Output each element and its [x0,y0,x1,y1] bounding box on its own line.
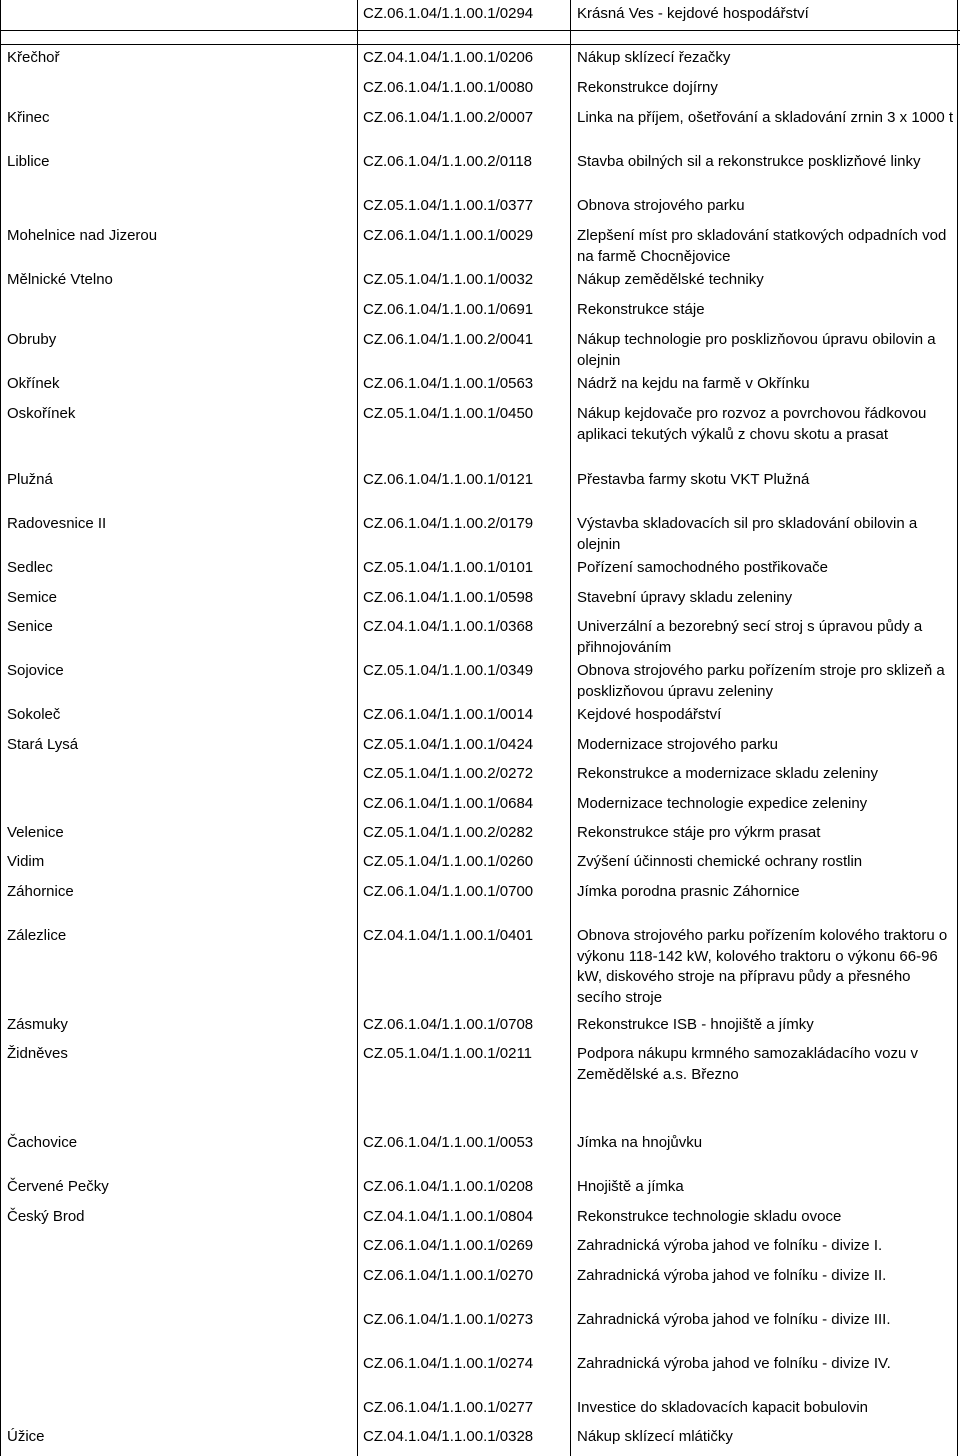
project-code-cell: CZ.06.1.04/1.1.00.1/0294 [363,5,534,22]
project-name-cell: Stavba obilných sil a rekonstrukce posklizňové linky [577,153,921,170]
place-cell: Židněves [7,1045,68,1062]
place-cell: Plužná [7,471,53,488]
project-code-cell: CZ.04.1.04/1.1.00.1/0328 [363,1428,534,1445]
project-name-cell: Obnova strojového parku [577,197,745,214]
project-code-cell: CZ.04.1.04/1.1.00.1/0401 [363,927,534,944]
project-name-cell: Rekonstrukce technologie skladu ovoce [577,1208,842,1225]
project-code-cell: CZ.05.1.04/1.1.00.1/0260 [363,853,534,870]
project-code-cell: CZ.06.1.04/1.1.00.1/0014 [363,706,534,723]
project-name-cell: Zahradnická výroba jahod ve folníku - divize III. [577,1311,891,1328]
project-code-cell: CZ.06.1.04/1.1.00.1/0598 [363,589,534,606]
project-code-cell: CZ.06.1.04/1.1.00.1/0691 [363,301,534,318]
project-name-cell: Obnova strojového parku pořízením stroje pro sklizeň a posklizňovou úpravu zeleniny [577,662,945,700]
project-name-cell: Kejdové hospodářství [577,706,722,723]
place-cell: Křečhoř [7,49,60,66]
place-cell: Senice [7,618,53,635]
project-code-cell: CZ.06.1.04/1.1.00.1/0273 [363,1311,534,1328]
place-cell: Radovesnice II [7,515,107,532]
place-cell: Zálezlice [7,927,67,944]
place-cell: Sojovice [7,662,64,679]
project-name-cell: Modernizace technologie expedice zeleniny [577,795,868,812]
project-name-cell: Nákup kejdovače pro rozvoz a povrchovou řádkovou aplikaci tekutých výkalů z chovu skotu a prasat [577,405,927,443]
project-name-cell: Rekonstrukce dojírny [577,79,718,96]
project-name-cell: Nákup sklízecí mlátičky [577,1428,733,1445]
project-name-cell: Obnova strojového parku pořízením kolového traktoru o výkonu 118-142 kW, kolového traktoru o výkonu 66-96 kW, diskového stroje na přípravu půdy a přesného secího stroje [577,927,948,1006]
project-name-cell: Krásná Ves - kejdové hospodářství [577,5,809,22]
project-name-cell: Jímka porodna prasnic Záhornice [577,883,800,900]
place-cell: Velenice [7,824,64,841]
project-name-cell: Zvýšení účinnosti chemické ochrany rostlin [577,853,863,870]
project-name-cell: Rekonstrukce ISB - hnojiště a jímky [577,1016,814,1033]
place-cell: Červené Pečky [7,1178,109,1195]
project-name-cell: Pořízení samochodného postřikovače [577,559,828,576]
project-code-cell: CZ.04.1.04/1.1.00.1/0368 [363,618,534,635]
project-name-cell: Zlepšení míst pro skladování statkových odpadních vod na farmě Chocnějovice [577,227,947,265]
place-cell: Mohelnice nad Jizerou [7,227,158,244]
project-name-cell: Jímka na hnojůvku [577,1134,703,1151]
project-code-cell: CZ.06.1.04/1.1.00.1/0053 [363,1134,534,1151]
project-code-cell: CZ.05.1.04/1.1.00.1/0377 [363,197,534,214]
project-code-cell: CZ.04.1.04/1.1.00.1/0206 [363,49,534,66]
project-code-cell: CZ.05.1.04/1.1.00.2/0272 [363,765,534,782]
project-name-cell: Nákup technologie pro posklizňovou úpravu obilovin a olejnin [577,331,936,369]
column-divider-1 [357,0,358,1456]
project-name-cell: Hnojiště a jímka [577,1178,684,1195]
place-cell: Sedlec [7,559,53,576]
place-cell: Úžice [7,1428,45,1445]
place-cell: Semice [7,589,58,606]
project-name-cell: Zahradnická výroba jahod ve folníku - divize IV. [577,1355,891,1372]
place-cell: Okřínek [7,375,60,392]
project-name-cell: Linka na příjem, ošetřování a skladování zrnin 3 x 1000 t [577,109,954,126]
place-cell: Zásmuky [7,1016,68,1033]
project-code-cell: CZ.06.1.04/1.1.00.1/0208 [363,1178,534,1195]
table-border-right [957,0,958,1456]
place-cell: Oskořínek [7,405,76,422]
project-name-cell: Univerzální a bezorebný secí stroj s úpravou půdy a přihnojováním [577,618,923,656]
project-code-cell: CZ.06.1.04/1.1.00.1/0270 [363,1267,534,1284]
place-cell: Obruby [7,331,57,348]
project-code-cell: CZ.06.1.04/1.1.00.1/0708 [363,1016,534,1033]
project-name-cell: Nádrž na kejdu na farmě v Okřínku [577,375,810,392]
project-code-cell: CZ.06.1.04/1.1.00.2/0179 [363,515,534,532]
project-code-cell: CZ.05.1.04/1.1.00.1/0032 [363,271,534,288]
project-code-cell: CZ.04.1.04/1.1.00.1/0804 [363,1208,534,1225]
project-name-cell: Nákup sklízecí řezačky [577,49,731,66]
project-name-cell: Investice do skladovacích kapacit bobulovin [577,1399,869,1416]
project-name-cell: Zahradnická výroba jahod ve folníku - divize I. [577,1237,883,1254]
project-code-cell: CZ.06.1.04/1.1.00.1/0563 [363,375,534,392]
project-code-cell: CZ.06.1.04/1.1.00.2/0041 [363,331,534,348]
project-name-cell: Nákup zemědělské techniky [577,271,764,288]
project-code-cell: CZ.06.1.04/1.1.00.2/0118 [363,153,533,170]
row-divider [0,44,960,45]
project-name-cell: Rekonstrukce stáje pro výkrm prasat [577,824,821,841]
project-code-cell: CZ.06.1.04/1.1.00.1/0274 [363,1355,534,1372]
project-code-cell: CZ.05.1.04/1.1.00.1/0101 [363,559,534,576]
project-code-cell: CZ.06.1.04/1.1.00.2/0007 [363,109,534,126]
project-name-cell: Modernizace strojového parku [577,736,778,753]
project-name-cell: Stavební úpravy skladu zeleniny [577,589,793,606]
project-code-cell: CZ.06.1.04/1.1.00.1/0269 [363,1237,534,1254]
project-code-cell: CZ.06.1.04/1.1.00.1/0121 [363,471,534,488]
project-code-cell: CZ.05.1.04/1.1.00.2/0282 [363,824,534,841]
place-cell: Vidim [7,853,45,870]
place-cell: Záhornice [7,883,74,900]
project-code-cell: CZ.05.1.04/1.1.00.1/0349 [363,662,534,679]
place-cell: Český Brod [7,1208,85,1225]
place-cell: Liblice [7,153,50,170]
place-cell: Stará Lysá [7,736,79,753]
project-name-cell: Rekonstrukce stáje [577,301,705,318]
place-cell: Sokoleč [7,706,61,723]
project-code-cell: CZ.05.1.04/1.1.00.1/0211 [363,1045,533,1062]
project-code-cell: CZ.06.1.04/1.1.00.1/0684 [363,795,534,812]
project-name-cell: Podpora nákupu krmného samozakládacího vozu v Zemědělské a.s. Březno [577,1045,919,1083]
table-border-left [0,0,1,1456]
place-cell: Mělnické Vtelno [7,271,113,288]
project-code-cell: CZ.06.1.04/1.1.00.1/0080 [363,79,534,96]
place-cell: Čachovice [7,1134,78,1151]
project-code-cell: CZ.05.1.04/1.1.00.1/0424 [363,736,534,753]
project-code-cell: CZ.06.1.04/1.1.00.1/0029 [363,227,534,244]
place-cell: Křinec [7,109,50,126]
project-code-cell: CZ.06.1.04/1.1.00.1/0700 [363,883,534,900]
project-name-cell: Přestavba farmy skotu VKT Plužná [577,471,810,488]
project-code-cell: CZ.06.1.04/1.1.00.1/0277 [363,1399,534,1416]
project-code-cell: CZ.05.1.04/1.1.00.1/0450 [363,405,534,422]
project-name-cell: Rekonstrukce a modernizace skladu zeleniny [577,765,878,782]
row-divider [0,30,960,31]
project-name-cell: Výstavba skladovacích sil pro skladování obilovin a olejnin [577,515,918,553]
project-name-cell: Zahradnická výroba jahod ve folníku - divize II. [577,1267,887,1284]
